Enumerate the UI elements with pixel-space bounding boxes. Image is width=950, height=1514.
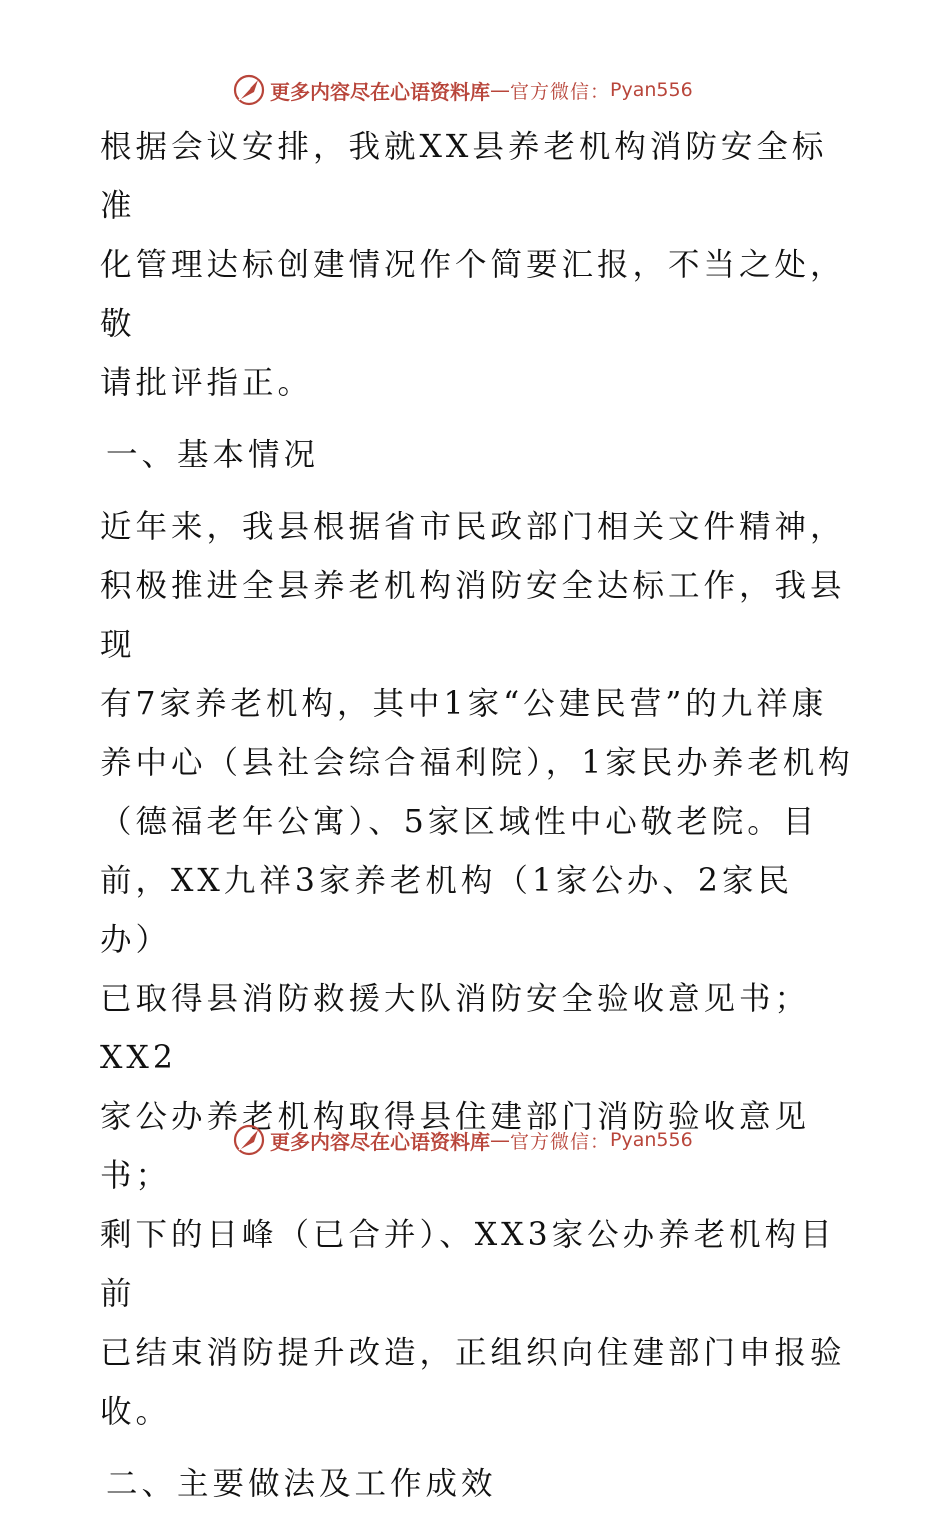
banner-dash: —	[490, 78, 510, 102]
intro-line: 化管理达标创建情况作个简要汇报，不当之处，敬	[100, 247, 846, 342]
body-line: 前，XX九祥3家养老机构（1家公办、2家民办）	[100, 863, 793, 958]
feather-pen-logo-icon	[232, 73, 266, 107]
body-line: 养中心（县社会综合福利院），1家民办养老机构	[100, 745, 854, 781]
banner-brand: 更多内容尽在心语资料库	[270, 1129, 490, 1154]
feather-pen-logo-icon	[232, 1123, 266, 1157]
body-line: 收。	[100, 1394, 172, 1430]
body-line: 积极推进全县养老机构消防安全达标工作，我县现	[100, 568, 846, 663]
basic-situation-paragraph	[100, 498, 860, 1442]
body-line: 已取得县消防救援大队消防安全验收意见书；XX2	[100, 981, 811, 1076]
body-line: （德福老年公寓）、5家区域性中心敬老院。目	[100, 804, 819, 840]
section-heading-main-practices: 二、主要做法及工作成效	[106, 1466, 497, 1502]
document-body	[100, 118, 860, 1514]
banner-wechat-id: Pyan556	[610, 79, 693, 101]
body-line: 有7家养老机构，其中1家“公建民营”的九祥康	[100, 686, 828, 722]
intro-line: 根据会议安排，我就XX县养老机构消防安全标准	[100, 129, 828, 224]
banner-brand: 更多内容尽在心语资料库	[270, 79, 490, 104]
banner-label: 官方微信：	[510, 1130, 611, 1153]
intro-line: 请批评指正。	[100, 365, 314, 401]
banner-label: 官方微信：	[510, 80, 611, 103]
body-line: 剩下的日峰（已合并）、XX3家公办养老机构目前	[100, 1217, 836, 1312]
section-heading-basic-situation: 一、基本情况	[106, 437, 320, 473]
body-line: 家公办养老机构取得县住建部门消防验收意见书；	[100, 1099, 811, 1194]
body-line: 近年来，我县根据省市民政部门相关文件精神，	[100, 509, 846, 545]
footer-watermark-banner	[232, 1120, 693, 1160]
intro-paragraph	[100, 118, 860, 413]
header-watermark-banner	[232, 70, 693, 110]
body-line: 已结束消防提升改造，正组织向住建部门申报验	[100, 1335, 846, 1371]
banner-wechat-id: Pyan556	[610, 1129, 693, 1151]
banner-dash: —	[490, 1128, 510, 1152]
